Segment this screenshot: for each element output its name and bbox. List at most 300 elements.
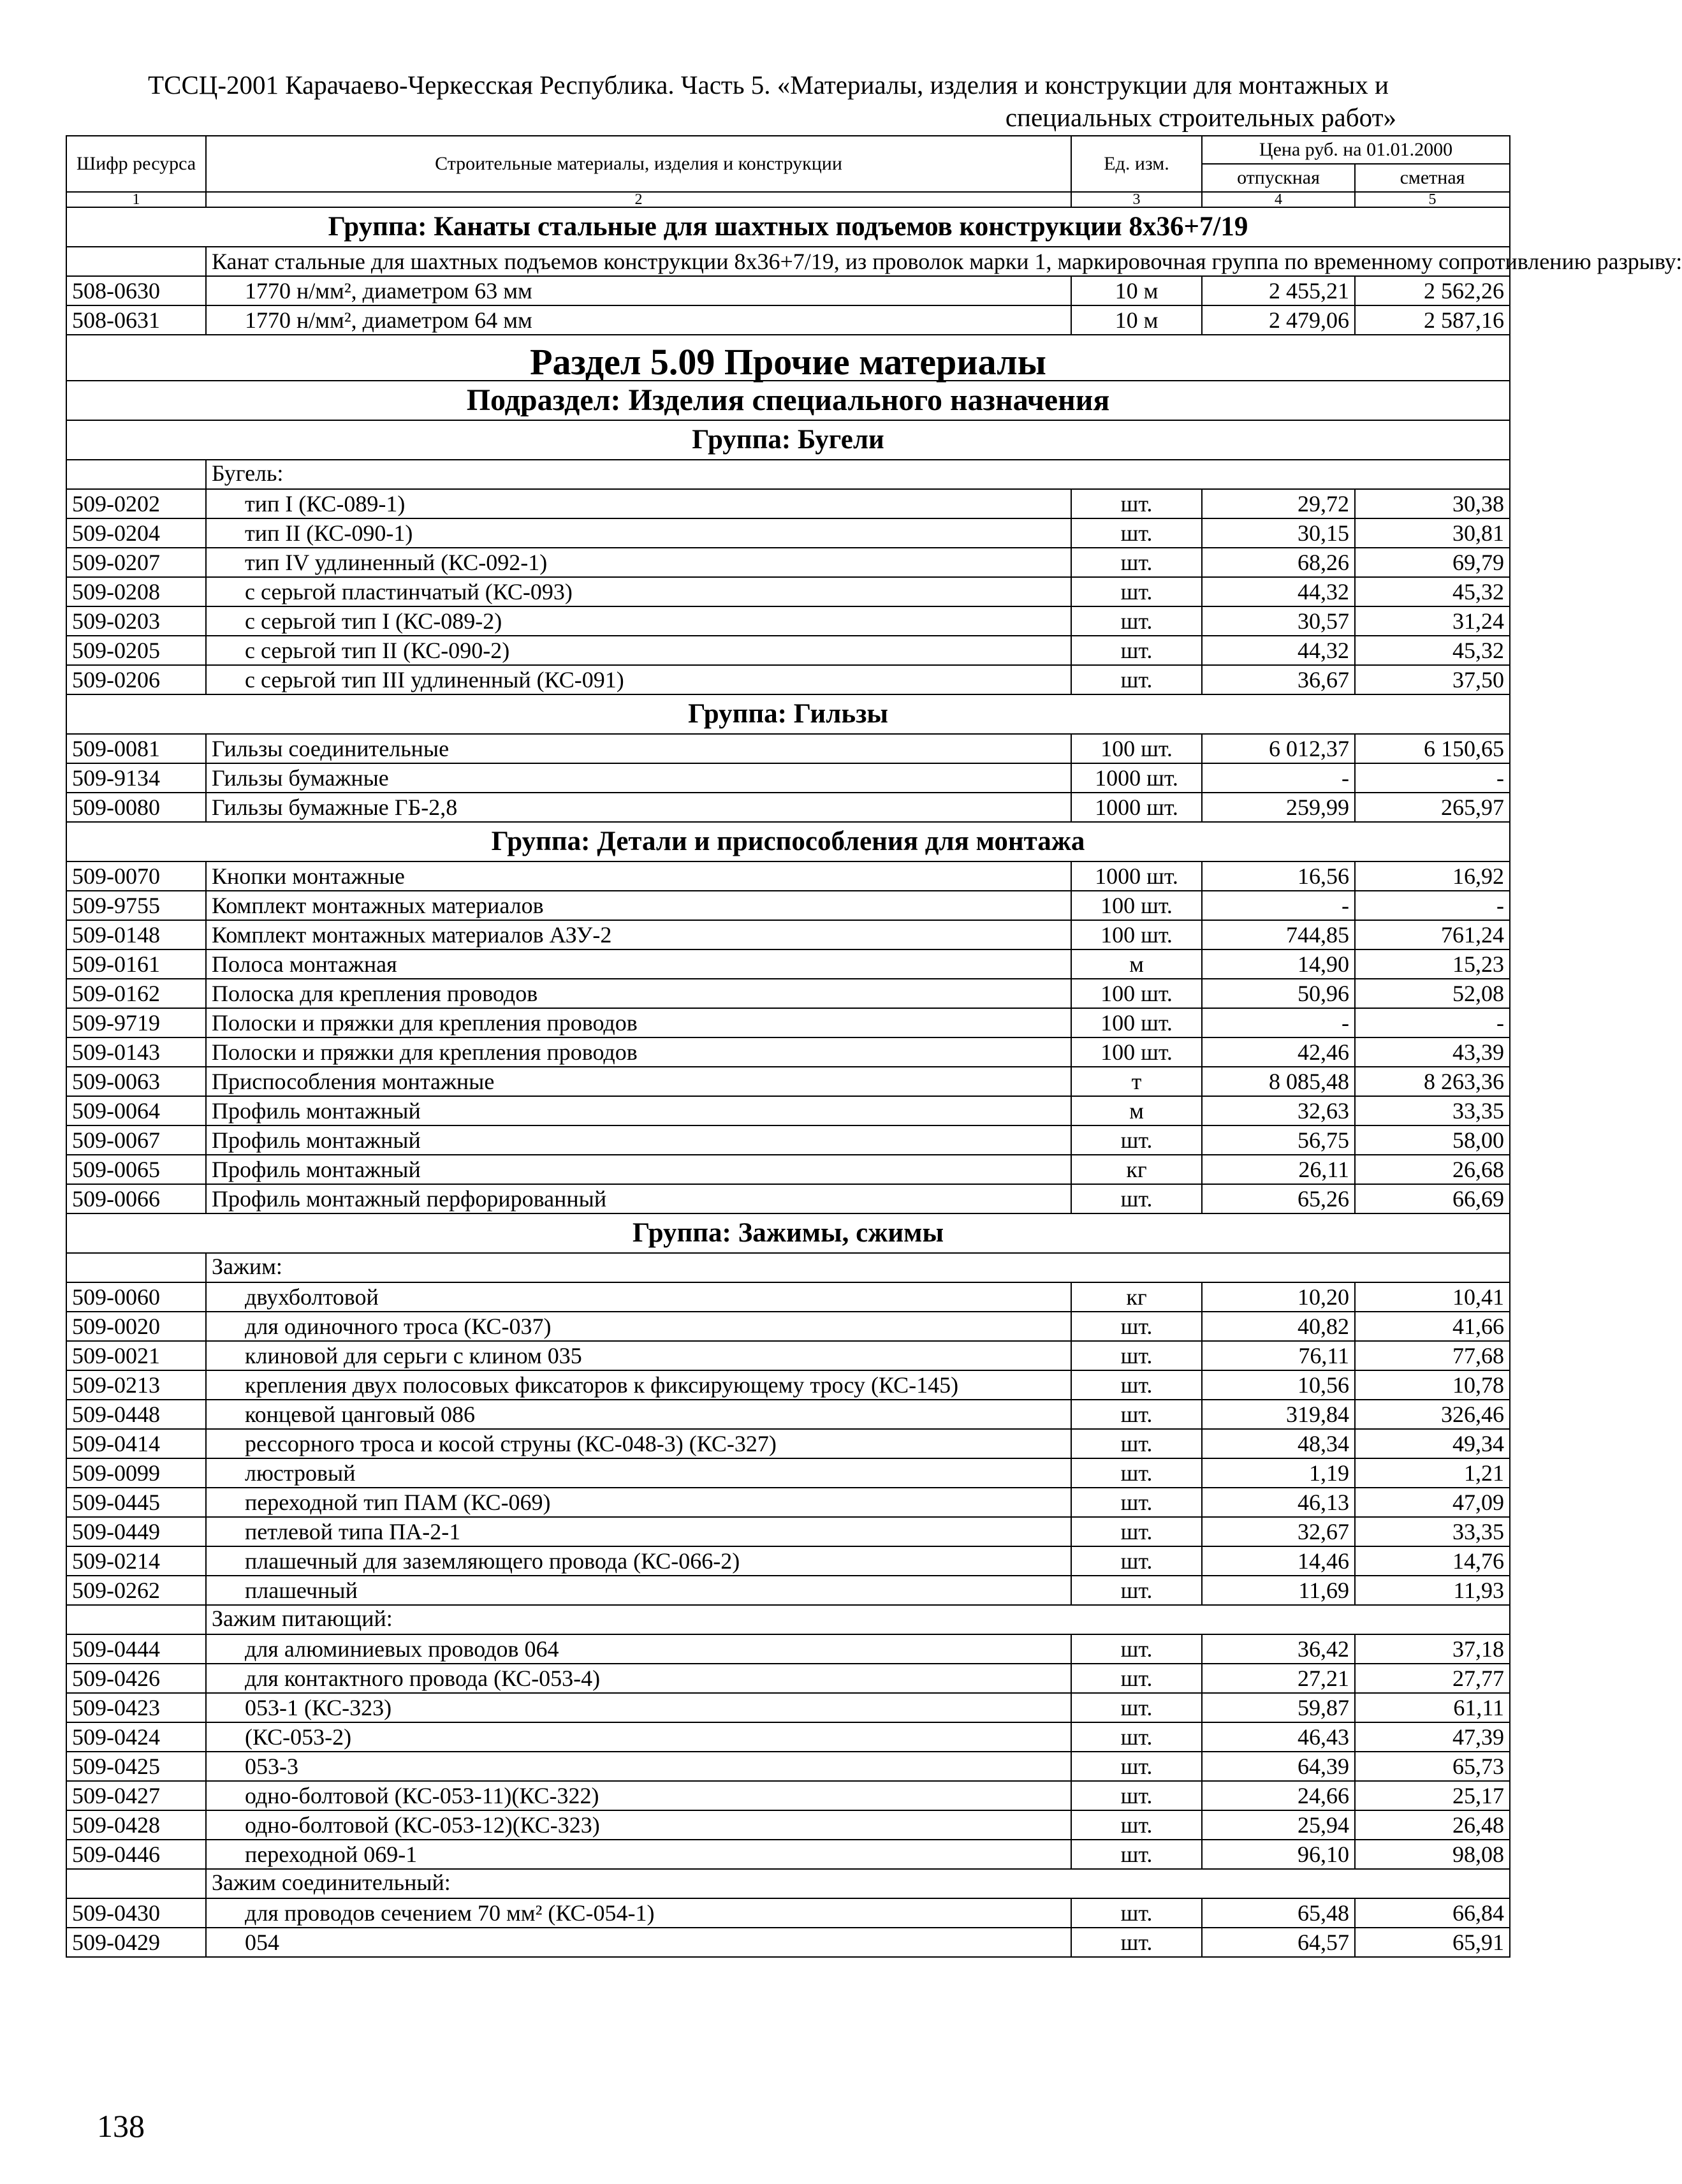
release-price: 319,84 — [1202, 1400, 1355, 1429]
release-price: 32,67 — [1202, 1517, 1355, 1546]
material-name: Гильзы бумажные — [206, 763, 1071, 793]
material-name: 053-1 (КС-323) — [206, 1693, 1071, 1722]
estimate-price: 30,81 — [1355, 518, 1510, 548]
group-label: Зажим питающий: — [206, 1605, 1510, 1634]
release-price: 32,63 — [1202, 1096, 1355, 1125]
release-price: 42,46 — [1202, 1037, 1355, 1067]
unit: кг — [1071, 1282, 1202, 1312]
resource-code: 509-0428 — [66, 1810, 206, 1840]
table-row — [66, 1546, 1510, 1576]
unit: 1000 шт. — [1071, 861, 1202, 891]
subsection-title-text: Подраздел: Изделия специального назначения — [66, 381, 1510, 420]
material-name: рессорного троса и косой струны (КС-048-3) (КС-327) — [206, 1429, 1071, 1458]
desc-code-cell — [66, 247, 206, 276]
group-description-row — [66, 247, 1510, 276]
resource-code: 509-0070 — [66, 861, 206, 891]
unit: шт. — [1071, 1634, 1202, 1664]
header-line-2: специальных строительных работ» — [1005, 103, 1396, 132]
group-label-row — [66, 1605, 1510, 1634]
price-table — [66, 135, 1682, 1958]
resource-code: 509-0414 — [66, 1429, 206, 1458]
release-price: - — [1202, 891, 1355, 920]
material-name: люстровый — [206, 1458, 1071, 1488]
material-name: плашечный — [206, 1576, 1071, 1605]
table-row — [66, 665, 1510, 694]
unit: м — [1071, 1096, 1202, 1125]
resource-code: 509-0067 — [66, 1125, 206, 1155]
resource-code: 509-0262 — [66, 1576, 206, 1605]
estimate-price: 326,46 — [1355, 1400, 1510, 1429]
resource-code: 509-0080 — [66, 793, 206, 822]
table-row — [66, 1488, 1510, 1517]
resource-code: 509-0430 — [66, 1898, 206, 1928]
unit: 10 м — [1071, 305, 1202, 335]
material-name: переходной тип ПАМ (КС-069) — [206, 1488, 1071, 1517]
table-row — [66, 276, 1510, 305]
resource-code: 509-0444 — [66, 1634, 206, 1664]
estimate-price: 15,23 — [1355, 949, 1510, 979]
estimate-price: 761,24 — [1355, 920, 1510, 949]
material-name: одно-болтовой (КС-053-12)(КС-323) — [206, 1810, 1071, 1840]
resource-code: 509-0063 — [66, 1067, 206, 1096]
unit: шт. — [1071, 606, 1202, 636]
estimate-price: 8 263,36 — [1355, 1067, 1510, 1096]
column-numbers-row — [66, 192, 1510, 207]
group-title — [66, 694, 1510, 734]
label-code-cell — [66, 1253, 206, 1282]
group-title — [66, 207, 1510, 247]
estimate-price: 10,78 — [1355, 1370, 1510, 1400]
table-row — [66, 920, 1510, 949]
material-name: Гильзы соединительные — [206, 734, 1071, 763]
release-price: 744,85 — [1202, 920, 1355, 949]
material-name: с серьгой тип II (КС-090-2) — [206, 636, 1071, 665]
estimate-price: 41,66 — [1355, 1312, 1510, 1341]
estimate-price: 2 562,26 — [1355, 276, 1510, 305]
unit: шт. — [1071, 636, 1202, 665]
material-name: для проводов сечением 70 мм² (КС-054-1) — [206, 1898, 1071, 1928]
material-name: Профиль монтажный — [206, 1125, 1071, 1155]
release-price: 1,19 — [1202, 1458, 1355, 1488]
release-price: 64,39 — [1202, 1752, 1355, 1781]
estimate-price: 26,48 — [1355, 1810, 1510, 1840]
estimate-price: - — [1355, 763, 1510, 793]
release-price: - — [1202, 1008, 1355, 1037]
table-row — [66, 1370, 1510, 1400]
col-number: 3 — [1071, 192, 1202, 207]
estimate-price: 25,17 — [1355, 1781, 1510, 1810]
material-name: концевой цанговый 086 — [206, 1400, 1071, 1429]
material-name: с серьгой тип I (КС-089-2) — [206, 606, 1071, 636]
unit: шт. — [1071, 1517, 1202, 1546]
material-name: 053-3 — [206, 1752, 1071, 1781]
table-row — [66, 1341, 1510, 1370]
resource-code: 509-9134 — [66, 763, 206, 793]
material-name: клиновой для серьги с клином 035 — [206, 1341, 1071, 1370]
table-row — [66, 1898, 1510, 1928]
material-name: Гильзы бумажные ГБ-2,8 — [206, 793, 1071, 822]
release-price: 14,90 — [1202, 949, 1355, 979]
col-price-header: Цена руб. на 01.01.2000 — [1202, 136, 1510, 164]
group-title-text: Группа: Зажимы, сжимы — [66, 1213, 1510, 1253]
material-name: (КС-053-2) — [206, 1722, 1071, 1752]
estimate-price: 77,68 — [1355, 1341, 1510, 1370]
estimate-price: 26,68 — [1355, 1155, 1510, 1184]
release-price: 8 085,48 — [1202, 1067, 1355, 1096]
resource-code: 509-0202 — [66, 489, 206, 518]
group-description: Канат стальные для шахтных подъемов конструкции 8х36+7/19, из проволок марки 1, маркировочная группа по временному сопротивлению разрыву: — [206, 247, 1510, 276]
material-name: петлевой типа ПА-2-1 — [206, 1517, 1071, 1546]
resource-code: 509-0021 — [66, 1341, 206, 1370]
col-number: 1 — [66, 192, 206, 207]
material-name: тип IV удлиненный (КС-092-1) — [206, 548, 1071, 577]
estimate-price: 265,97 — [1355, 793, 1510, 822]
release-price: 40,82 — [1202, 1312, 1355, 1341]
material-name: Полоса монтажная — [206, 949, 1071, 979]
label-code-cell — [66, 1605, 206, 1634]
unit: шт. — [1071, 1810, 1202, 1840]
material-name: для одиночного троса (КС-037) — [206, 1312, 1071, 1341]
release-price: 76,11 — [1202, 1341, 1355, 1370]
estimate-price: 69,79 — [1355, 548, 1510, 577]
document-header — [115, 69, 1422, 134]
estimate-price: 10,41 — [1355, 1282, 1510, 1312]
resource-code: 509-0424 — [66, 1722, 206, 1752]
table-row — [66, 793, 1510, 822]
unit: шт. — [1071, 1184, 1202, 1213]
estimate-price: 30,38 — [1355, 489, 1510, 518]
material-name: Приспособления монтажные — [206, 1067, 1071, 1096]
release-price: 14,46 — [1202, 1546, 1355, 1576]
unit: т — [1071, 1067, 1202, 1096]
group-label-row — [66, 1869, 1510, 1898]
release-price: 36,67 — [1202, 665, 1355, 694]
resource-code: 509-0208 — [66, 577, 206, 606]
material-name: Профиль монтажный — [206, 1096, 1071, 1125]
resource-code: 509-0429 — [66, 1928, 206, 1957]
unit: шт. — [1071, 1752, 1202, 1781]
release-price: 25,94 — [1202, 1810, 1355, 1840]
estimate-price: 6 150,65 — [1355, 734, 1510, 763]
unit: м — [1071, 949, 1202, 979]
resource-code: 508-0630 — [66, 276, 206, 305]
release-price: - — [1202, 763, 1355, 793]
material-name: 1770 н/мм², диаметром 64 мм — [206, 305, 1071, 335]
table-row — [66, 1429, 1510, 1458]
table-row — [66, 891, 1510, 920]
estimate-price: 52,08 — [1355, 979, 1510, 1008]
resource-code: 509-0426 — [66, 1664, 206, 1693]
resource-code: 509-0214 — [66, 1546, 206, 1576]
unit: шт. — [1071, 1312, 1202, 1341]
material-name: для контактного провода (КС-053-4) — [206, 1664, 1071, 1693]
unit: 1000 шт. — [1071, 763, 1202, 793]
resource-code: 509-0099 — [66, 1458, 206, 1488]
material-name: Полоски и пряжки для крепления проводов — [206, 1037, 1071, 1067]
group-title-text: Группа: Детали и приспособления для монтажа — [66, 822, 1510, 861]
estimate-price: 58,00 — [1355, 1125, 1510, 1155]
unit: шт. — [1071, 548, 1202, 577]
release-price: 10,56 — [1202, 1370, 1355, 1400]
unit: шт. — [1071, 1693, 1202, 1722]
material-name: Профиль монтажный перфорированный — [206, 1184, 1071, 1213]
table-row — [66, 1693, 1510, 1722]
release-price: 50,96 — [1202, 979, 1355, 1008]
group-title-text: Группа: Гильзы — [66, 694, 1510, 734]
unit: шт. — [1071, 1125, 1202, 1155]
table-row — [66, 1634, 1510, 1664]
release-price: 48,34 — [1202, 1429, 1355, 1458]
group-label: Бугель: — [206, 460, 1510, 489]
resource-code: 509-0446 — [66, 1840, 206, 1869]
unit: шт. — [1071, 1664, 1202, 1693]
header-line-1: ТССЦ-2001 Карачаево-Черкесская Республика. Часть 5. «Материалы, изделия и конструкции для монтажных и — [148, 70, 1389, 99]
col-number: 5 — [1355, 192, 1510, 207]
unit: шт. — [1071, 489, 1202, 518]
table-head-row — [66, 136, 1510, 164]
unit: 10 м — [1071, 276, 1202, 305]
unit: 100 шт. — [1071, 734, 1202, 763]
estimate-price: - — [1355, 891, 1510, 920]
resource-code: 509-0162 — [66, 979, 206, 1008]
resource-code: 509-0445 — [66, 1488, 206, 1517]
table-row — [66, 1517, 1510, 1546]
material-name: Полоска для крепления проводов — [206, 979, 1071, 1008]
resource-code: 509-0065 — [66, 1155, 206, 1184]
table-row — [66, 1928, 1510, 1957]
table-row — [66, 763, 1510, 793]
table-row — [66, 577, 1510, 606]
col-estimate-header: сметная — [1355, 164, 1510, 192]
estimate-price: 45,32 — [1355, 636, 1510, 665]
estimate-price: - — [1355, 1008, 1510, 1037]
resource-code: 509-0148 — [66, 920, 206, 949]
resource-code: 509-0423 — [66, 1693, 206, 1722]
resource-code: 509-9719 — [66, 1008, 206, 1037]
unit: шт. — [1071, 1781, 1202, 1810]
material-name: тип II (КС-090-1) — [206, 518, 1071, 548]
estimate-price: 49,34 — [1355, 1429, 1510, 1458]
unit: шт. — [1071, 1840, 1202, 1869]
estimate-price: 33,35 — [1355, 1517, 1510, 1546]
group-label: Зажим соединительный: — [206, 1869, 1510, 1898]
release-price: 11,69 — [1202, 1576, 1355, 1605]
unit: 100 шт. — [1071, 891, 1202, 920]
group-label-row — [66, 1253, 1510, 1282]
table-row — [66, 1184, 1510, 1213]
estimate-price: 61,11 — [1355, 1693, 1510, 1722]
resource-code: 509-0066 — [66, 1184, 206, 1213]
group-label: Зажим: — [206, 1253, 1510, 1282]
estimate-price: 66,84 — [1355, 1898, 1510, 1928]
estimate-price: 31,24 — [1355, 606, 1510, 636]
release-price: 64,57 — [1202, 1928, 1355, 1957]
group-title — [66, 822, 1510, 861]
estimate-price: 37,50 — [1355, 665, 1510, 694]
material-name: Кнопки монтажные — [206, 861, 1071, 891]
unit: шт. — [1071, 665, 1202, 694]
unit: шт. — [1071, 1341, 1202, 1370]
table-row — [66, 1096, 1510, 1125]
estimate-price: 65,73 — [1355, 1752, 1510, 1781]
release-price: 59,87 — [1202, 1693, 1355, 1722]
col-unit-header: Ед. изм. — [1071, 136, 1202, 192]
section-title-text: Раздел 5.09 Прочие материалы — [66, 335, 1510, 381]
label-code-cell — [66, 1869, 206, 1898]
resource-code: 509-0448 — [66, 1400, 206, 1429]
table-row — [66, 1312, 1510, 1341]
release-price: 65,48 — [1202, 1898, 1355, 1928]
release-price: 44,32 — [1202, 636, 1355, 665]
col-name-header: Строительные материалы, изделия и конструкции — [206, 136, 1071, 192]
unit: 100 шт. — [1071, 1008, 1202, 1037]
unit: кг — [1071, 1155, 1202, 1184]
release-price: 46,13 — [1202, 1488, 1355, 1517]
table-row — [66, 636, 1510, 665]
table-row — [66, 861, 1510, 891]
unit: шт. — [1071, 1400, 1202, 1429]
estimate-price: 2 587,16 — [1355, 305, 1510, 335]
table-row — [66, 1125, 1510, 1155]
release-price: 16,56 — [1202, 861, 1355, 891]
resource-code: 509-0081 — [66, 734, 206, 763]
table-row — [66, 1810, 1510, 1840]
price-table-body — [66, 136, 1682, 1957]
table-row — [66, 1008, 1510, 1037]
resource-code: 509-0064 — [66, 1096, 206, 1125]
material-name: крепления двух полосовых фиксаторов к фиксирующему тросу (КС-145) — [206, 1370, 1071, 1400]
table-row — [66, 1840, 1510, 1869]
resource-code: 509-0427 — [66, 1781, 206, 1810]
page-number: 138 — [97, 2108, 145, 2144]
unit: шт. — [1071, 1429, 1202, 1458]
estimate-price: 14,76 — [1355, 1546, 1510, 1576]
unit: шт. — [1071, 1928, 1202, 1957]
resource-code: 509-0449 — [66, 1517, 206, 1546]
unit: шт. — [1071, 1546, 1202, 1576]
resource-code: 509-0205 — [66, 636, 206, 665]
resource-code: 508-0631 — [66, 305, 206, 335]
unit: 1000 шт. — [1071, 793, 1202, 822]
estimate-price: 37,18 — [1355, 1634, 1510, 1664]
table-row — [66, 1155, 1510, 1184]
estimate-price: 16,92 — [1355, 861, 1510, 891]
unit: шт. — [1071, 1576, 1202, 1605]
table-row — [66, 1067, 1510, 1096]
group-label-row — [66, 460, 1510, 489]
unit: шт. — [1071, 577, 1202, 606]
estimate-price: 43,39 — [1355, 1037, 1510, 1067]
release-price: 27,21 — [1202, 1664, 1355, 1693]
release-price: 29,72 — [1202, 489, 1355, 518]
release-price: 2 479,06 — [1202, 305, 1355, 335]
table-row — [66, 1576, 1510, 1605]
table-row — [66, 1781, 1510, 1810]
table-row — [66, 1664, 1510, 1693]
material-name: 054 — [206, 1928, 1071, 1957]
material-name: переходной 069-1 — [206, 1840, 1071, 1869]
group-title-text: Группа: Бугели — [66, 420, 1510, 460]
unit: шт. — [1071, 1722, 1202, 1752]
material-name: плашечный для заземляющего провода (КС-066-2) — [206, 1546, 1071, 1576]
label-code-cell — [66, 460, 206, 489]
estimate-price: 47,09 — [1355, 1488, 1510, 1517]
table-row — [66, 305, 1510, 335]
table-row — [66, 949, 1510, 979]
col-number: 2 — [206, 192, 1071, 207]
material-name: одно-болтовой (КС-053-11)(КС-322) — [206, 1781, 1071, 1810]
material-name: двухболтовой — [206, 1282, 1071, 1312]
unit: шт. — [1071, 1488, 1202, 1517]
material-name: с серьгой пластинчатый (КС-093) — [206, 577, 1071, 606]
resource-code: 509-9755 — [66, 891, 206, 920]
table-row — [66, 548, 1510, 577]
resource-code: 509-0143 — [66, 1037, 206, 1067]
estimate-price: 66,69 — [1355, 1184, 1510, 1213]
release-price: 10,20 — [1202, 1282, 1355, 1312]
group-title-text: Группа: Канаты стальные для шахтных подъемов конструкции 8х36+7/19 — [66, 207, 1510, 247]
material-name: Комплект монтажных материалов АЗУ-2 — [206, 920, 1071, 949]
unit: шт. — [1071, 518, 1202, 548]
estimate-price: 65,91 — [1355, 1928, 1510, 1957]
material-name: с серьгой тип III удлиненный (КС-091) — [206, 665, 1071, 694]
group-title — [66, 1213, 1510, 1253]
estimate-price: 11,93 — [1355, 1576, 1510, 1605]
section-title — [66, 335, 1510, 381]
resource-code: 509-0060 — [66, 1282, 206, 1312]
release-price: 44,32 — [1202, 577, 1355, 606]
col-release-header: отпускная — [1202, 164, 1355, 192]
release-price: 6 012,37 — [1202, 734, 1355, 763]
table-row — [66, 1037, 1510, 1067]
material-name: Комплект монтажных материалов — [206, 891, 1071, 920]
unit: 100 шт. — [1071, 920, 1202, 949]
table-row — [66, 734, 1510, 763]
table-row — [66, 1752, 1510, 1781]
unit: шт. — [1071, 1458, 1202, 1488]
release-price: 30,57 — [1202, 606, 1355, 636]
resource-code: 509-0203 — [66, 606, 206, 636]
release-price: 56,75 — [1202, 1125, 1355, 1155]
release-price: 36,42 — [1202, 1634, 1355, 1664]
col-number: 4 — [1202, 192, 1355, 207]
resource-code: 509-0207 — [66, 548, 206, 577]
estimate-price: 98,08 — [1355, 1840, 1510, 1869]
unit: 100 шт. — [1071, 979, 1202, 1008]
material-name: тип I (КС-089-1) — [206, 489, 1071, 518]
table-row — [66, 518, 1510, 548]
estimate-price: 47,39 — [1355, 1722, 1510, 1752]
release-price: 46,43 — [1202, 1722, 1355, 1752]
table-row — [66, 1400, 1510, 1429]
release-price: 26,11 — [1202, 1155, 1355, 1184]
table-row — [66, 1282, 1510, 1312]
table-row — [66, 1722, 1510, 1752]
release-price: 65,26 — [1202, 1184, 1355, 1213]
resource-code: 509-0161 — [66, 949, 206, 979]
material-name: Полоски и пряжки для крепления проводов — [206, 1008, 1071, 1037]
col-code-header: Шифр ресурса — [66, 136, 206, 192]
resource-code: 509-0206 — [66, 665, 206, 694]
release-price: 68,26 — [1202, 548, 1355, 577]
release-price: 259,99 — [1202, 793, 1355, 822]
unit: шт. — [1071, 1370, 1202, 1400]
subsection-title — [66, 381, 1510, 420]
resource-code: 509-0425 — [66, 1752, 206, 1781]
unit: 100 шт. — [1071, 1037, 1202, 1067]
resource-code: 509-0020 — [66, 1312, 206, 1341]
estimate-price: 27,77 — [1355, 1664, 1510, 1693]
